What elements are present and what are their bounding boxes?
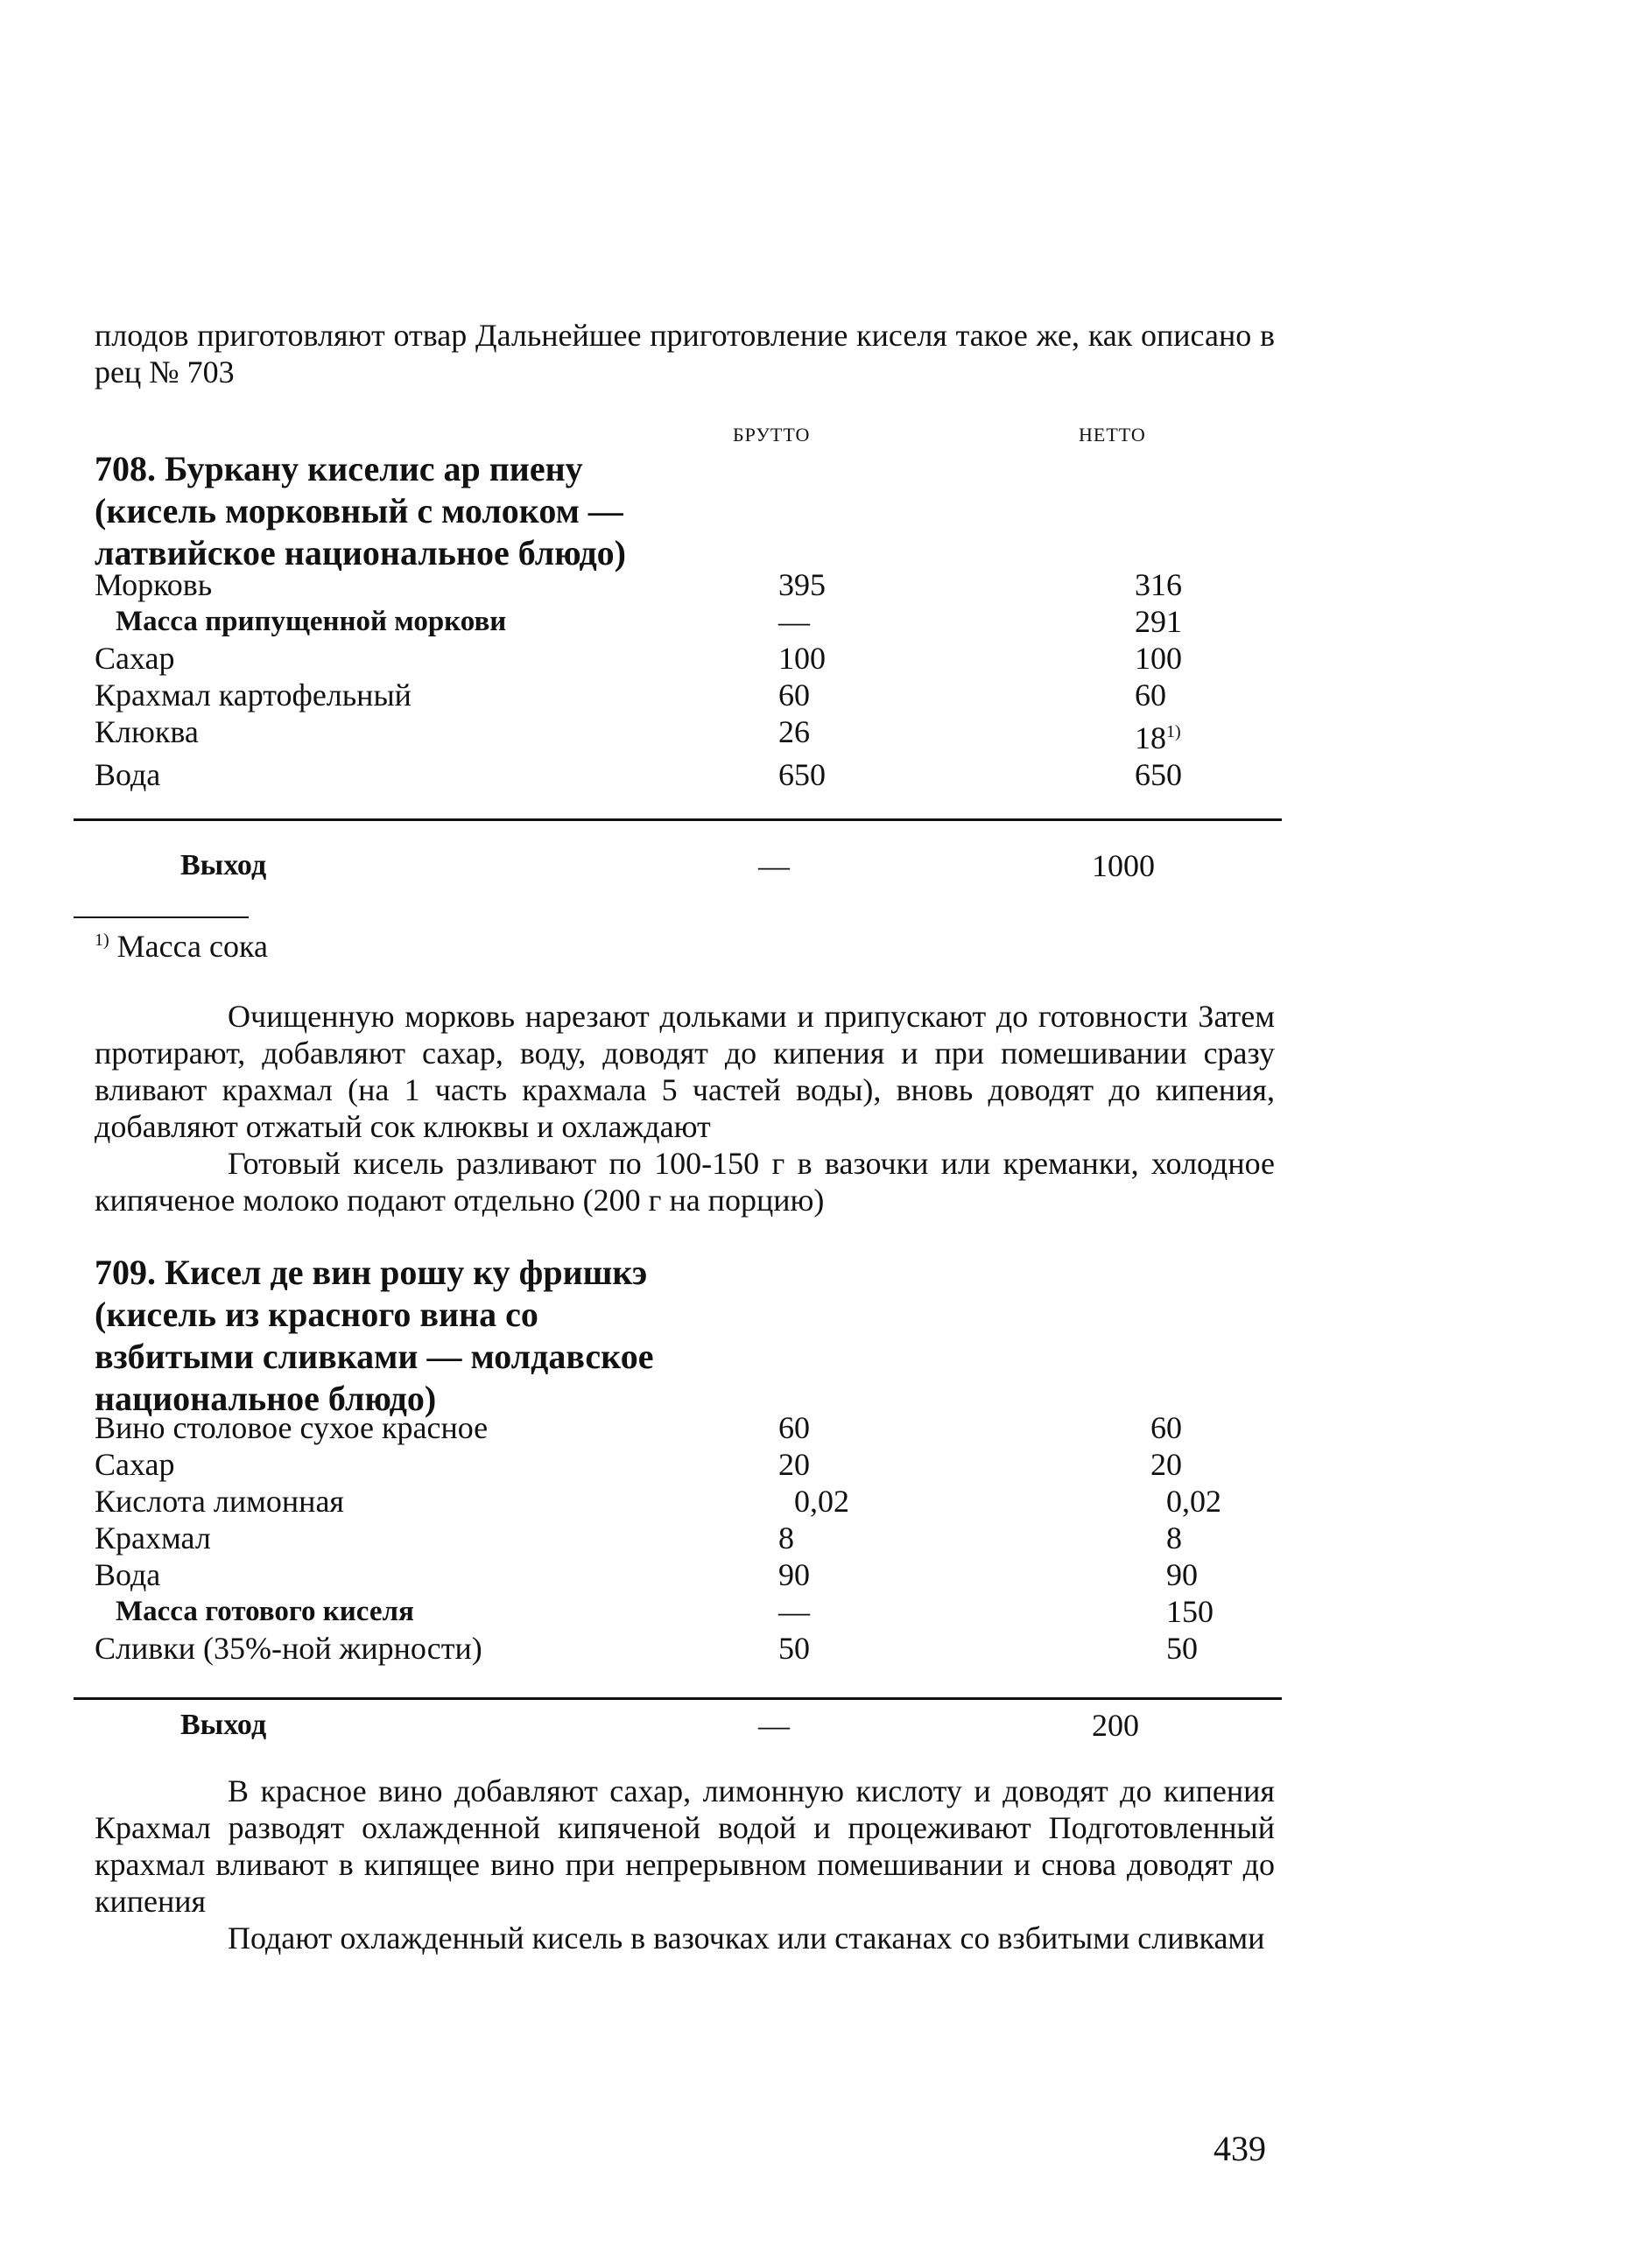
ingredient-net: 90: [1166, 1557, 1198, 1592]
recipe-709-yield-gross: —: [758, 1708, 790, 1743]
ingredient-net: 150: [1166, 1594, 1213, 1629]
ingredient-name: Крахмал картофельный: [95, 678, 412, 713]
footnote-text: Масса сока: [116, 929, 268, 964]
ingredient-name: Кислота лимонная: [95, 1484, 344, 1519]
ingredient-name: Вода: [95, 757, 161, 792]
ingredient-net: 8: [1166, 1520, 1182, 1555]
ingredient-gross: 8: [778, 1520, 794, 1555]
table-row: [95, 640, 1310, 677]
ingredient-gross: 100: [778, 641, 826, 676]
table-row: [95, 1409, 1341, 1446]
ingredient-gross: —: [778, 604, 810, 639]
ingredient-gross: 650: [778, 757, 826, 792]
table-row: [95, 1556, 1341, 1593]
recipe-708-title: 708. Буркану киселис ар пиену (кисель морковный с молоком — латвийское национальное блюдо): [95, 449, 626, 572]
ingredient-net: 316: [1135, 567, 1182, 602]
ingredient-net-value: 18: [1135, 720, 1166, 755]
ingredient-net: 0,02: [1166, 1484, 1221, 1519]
table-row: [95, 1630, 1341, 1667]
ingredient-net: 50: [1166, 1631, 1198, 1666]
ingredient-name: Масса готового киселя: [116, 1596, 414, 1627]
ingredient-net: 291: [1135, 604, 1182, 639]
recipe-708-method-2: Готовый кисель разливают по 100-150 г в вазочки или креманки, холодное кипяченое молоко подают отдельно (200 г на порцию): [95, 1146, 1275, 1218]
ingredient-gross: 0,02: [794, 1484, 849, 1519]
ingredient-name: Масса припущенной моркови: [116, 606, 507, 637]
table-row: [95, 713, 1310, 756]
column-header-net: НЕТТО: [1079, 424, 1146, 446]
recipe-708-method-1: Очищенную морковь нарезают дольками и припускают до готовности Затем протирают, добавляют сахар, воду, доводят до кипения и при помешивании сразу вливают крахмал (на 1 часть крахмала 5 частей воды), вновь доводят до кипения, добавляют отжатый сок клюквы и охлаждают: [95, 999, 1275, 1144]
footnote-marker: 1): [95, 930, 109, 950]
footnote-divider: [74, 916, 249, 918]
ingredient-name: Крахмал: [95, 1520, 211, 1555]
ingredient-gross: —: [778, 1594, 810, 1629]
recipe-708-ingredients-table: [95, 566, 1310, 793]
table-row: [95, 1520, 1341, 1556]
ingredient-net: 650: [1135, 757, 1182, 792]
table-divider: [74, 818, 1282, 821]
recipe-709-method-2: Подают охлажденный кисель в вазочках или стаканах со взбитыми сливками: [228, 1920, 1265, 1956]
ingredient-net: [1135, 713, 1310, 756]
ingredient-net: 60: [1150, 1410, 1182, 1445]
ingredient-net: 20: [1150, 1447, 1182, 1482]
footnote-marker: 1): [1166, 722, 1181, 741]
ingredient-name: Сахар: [95, 1447, 175, 1482]
recipe-708-yield-gross: —: [758, 848, 790, 883]
intro-paragraph: плодов приготовляют отвар Дальнейшее приготовление киселя такое же, как описано в рец № 703: [95, 318, 1275, 390]
table-row: [95, 1483, 1341, 1520]
ingredient-gross: 395: [778, 567, 826, 602]
ingredient-gross: 50: [778, 1631, 810, 1666]
table-divider: [74, 1697, 1282, 1700]
ingredient-gross: 26: [778, 714, 810, 749]
ingredient-net: 60: [1135, 678, 1166, 713]
ingredient-name: Сахар: [95, 641, 175, 676]
table-row: [95, 1593, 1341, 1630]
recipe-709-yield-label: Выход: [180, 1709, 267, 1741]
column-header-gross: БРУТТО: [733, 424, 811, 446]
ingredient-name: Клюква: [95, 714, 199, 749]
page-number: 439: [1213, 2129, 1266, 2168]
ingredient-gross: 90: [778, 1557, 810, 1592]
recipe-709-ingredients-table: [95, 1409, 1341, 1667]
table-row: [95, 603, 1310, 640]
ingredient-name: Вино столовое сухое красное: [95, 1410, 489, 1445]
ingredient-gross: 20: [778, 1447, 810, 1482]
table-row: [95, 566, 1310, 603]
recipe-709-yield-net: 200: [1092, 1708, 1139, 1743]
ingredient-name: Морковь: [95, 567, 213, 602]
recipe-708-yield-net: 1000: [1092, 848, 1155, 883]
ingredient-name: Вода: [95, 1557, 161, 1592]
ingredient-gross: 60: [778, 678, 810, 713]
ingredient-name: Сливки (35%-ной жирности): [95, 1631, 482, 1666]
table-row: [95, 1446, 1341, 1483]
recipe-709-method-1: В красное вино добавляют сахар, лимонную кислоту и доводят до кипения Крахмал разводят охлажденной кипяченой водой и процеживают Подготовленный крахмал вливают в кипящее вино при непрерывном помешивании и снова доводят до кипения: [95, 1773, 1275, 1919]
ingredient-gross: 60: [778, 1410, 810, 1445]
table-row: [95, 756, 1310, 793]
ingredient-net: 100: [1135, 641, 1182, 676]
table-row: [95, 677, 1310, 713]
footnote: [95, 928, 268, 965]
recipe-708-yield-label: Выход: [180, 849, 267, 881]
recipe-709-title: 709. Кисел де вин рошу ку фришкэ (кисель из красного вина со взбитыми сливками — молдавское национальное блюдо): [95, 1253, 654, 1418]
